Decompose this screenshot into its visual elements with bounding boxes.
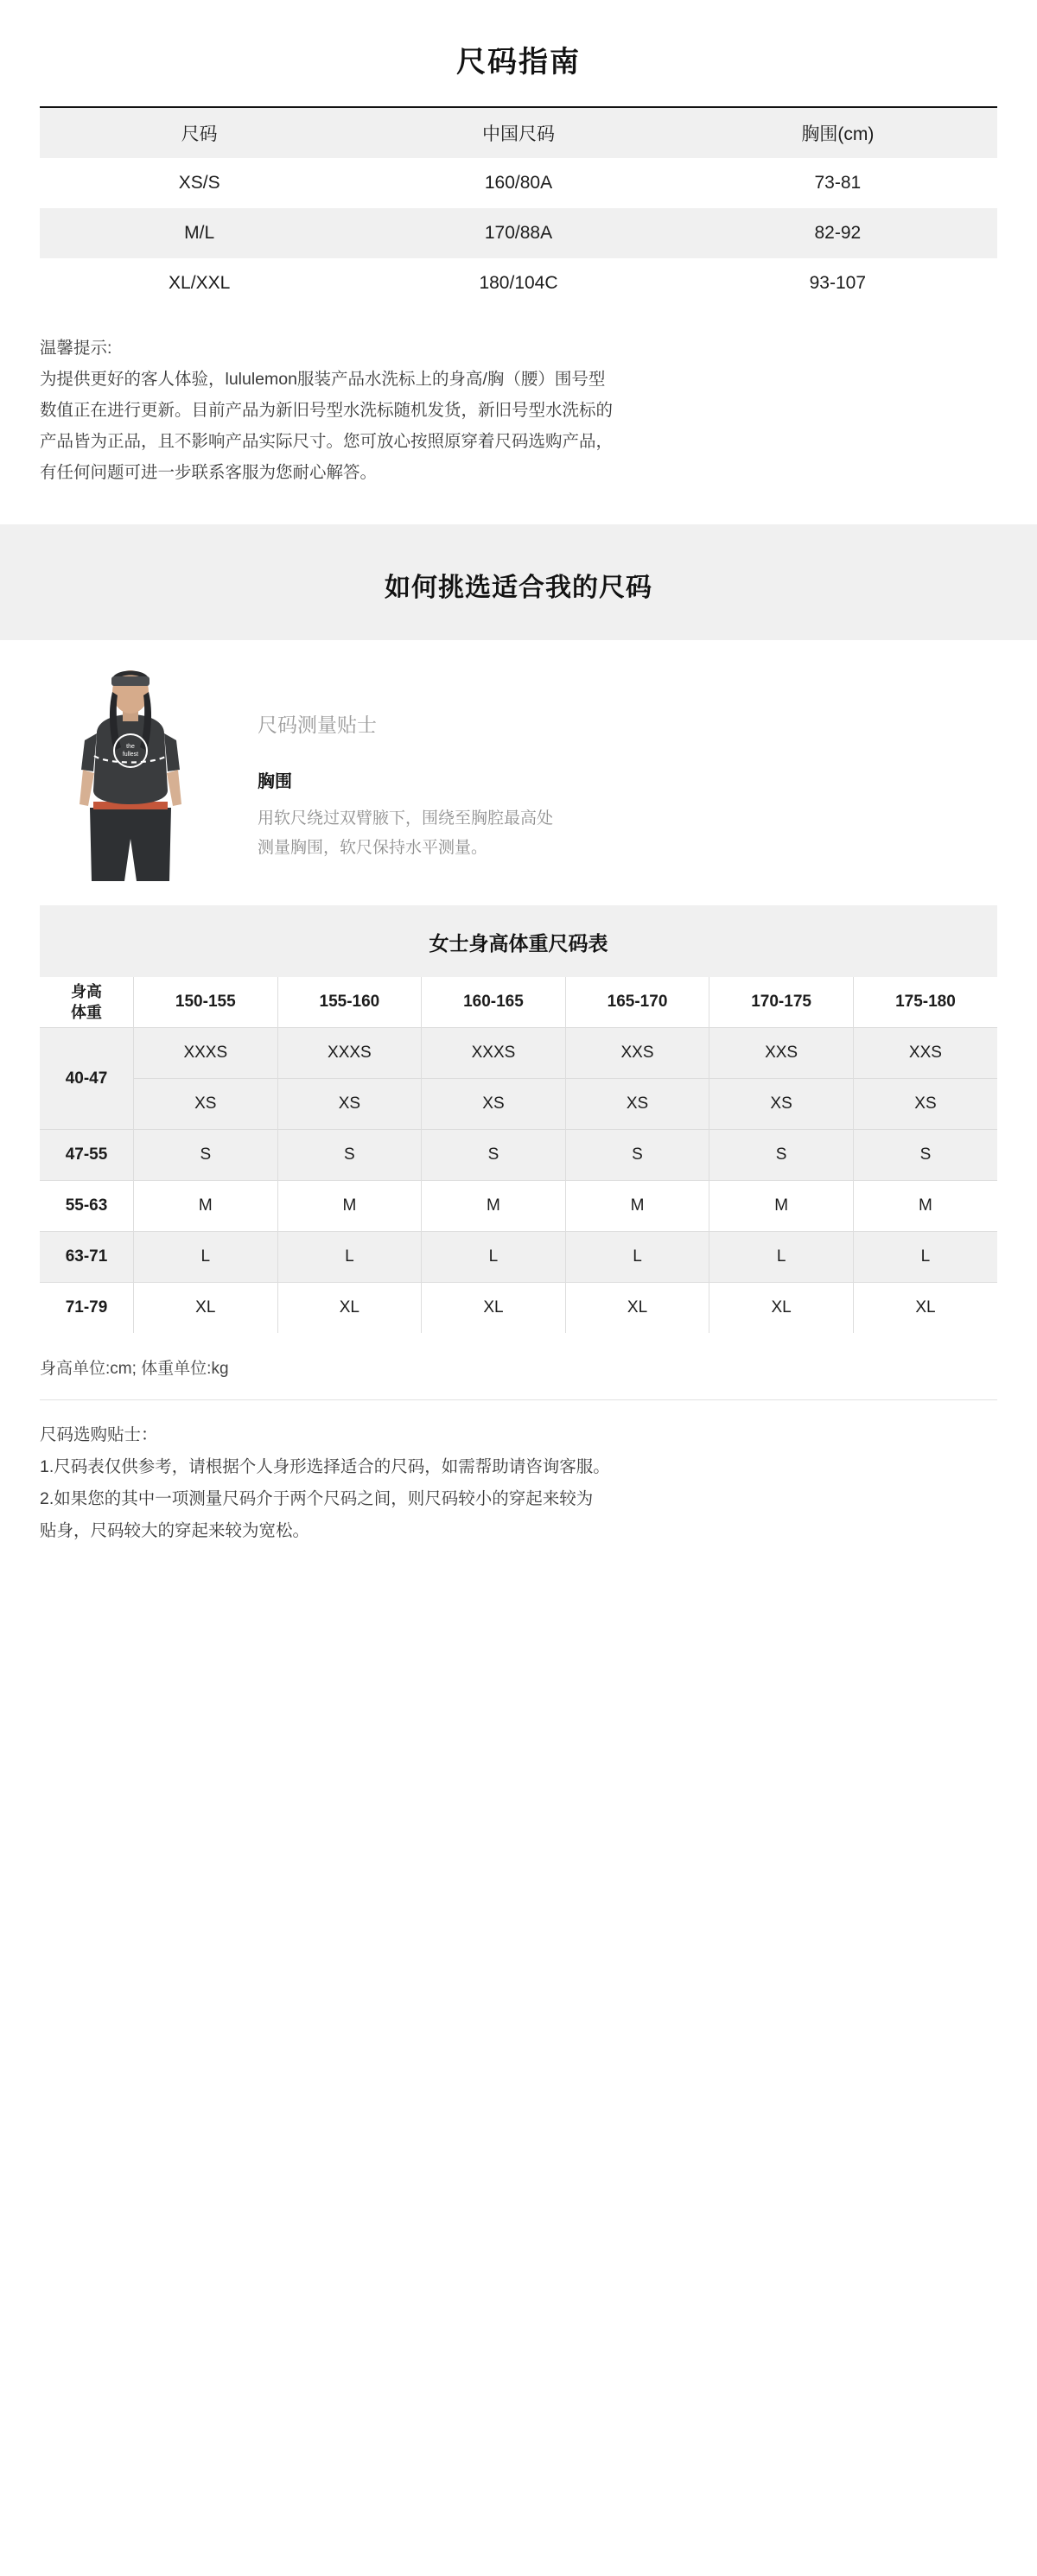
size-table-container [40,106,997,308]
size-cell: XXS [709,1028,854,1079]
size-cell: XXXS [134,1028,278,1079]
women-table-title: 女士身高体重尺码表 [40,905,997,977]
column-header: 165-170 [565,977,709,1028]
size-cell: M [277,1181,422,1232]
size-table [40,108,997,308]
size-cell: 180/104C [479,273,558,293]
size-cell: XL [709,1283,854,1334]
size-cell: L [565,1232,709,1283]
women-table-header-row [40,977,997,1028]
size-table-header-cell: 中国尺码 [359,108,678,158]
size-cell: XS [565,1079,709,1130]
size-cell: XXS [565,1028,709,1079]
size-cell: XXXS [422,1028,566,1079]
row-header: 40-47 [40,1028,134,1130]
row-header: 47-55 [40,1130,134,1181]
measure-tips-text [221,661,997,862]
table-corner-header [40,977,134,1028]
notice-line: 数值正在进行更新。目前产品为新旧号型水洗标随机发货，新旧号型水洗标的 [40,401,614,421]
table-row [40,1130,997,1181]
size-cell: L [853,1232,997,1283]
size-cell: M/L [40,208,359,258]
size-cell: 160/80A [484,173,553,193]
size-cell: XS [422,1079,566,1130]
size-cell: XL [277,1283,422,1334]
notice-title: 温馨提示: [40,339,112,358]
footer-line: 2.如果您的其中一项测量尺码介于两个尺码之间，则尺码较小的穿起来较为 [40,1489,594,1509]
size-cell: XS/S [178,173,220,193]
table-row [40,258,997,308]
footer-title: 尺码选购贴士： [40,1425,158,1445]
notice-block [40,333,997,488]
size-cell: S [853,1130,997,1181]
size-table-header-cell: 胸围(cm) [678,108,997,158]
table-row [40,1079,997,1130]
size-cell: 170/88A [359,208,678,258]
footer-divider [40,1399,997,1400]
size-table-header-cell: 尺码 [40,108,359,158]
size-cell: L [277,1232,422,1283]
model-photo [40,661,221,881]
column-header: 155-160 [277,977,422,1028]
size-cell: S [134,1130,278,1181]
measure-tips-row [0,661,1037,881]
row-header: 71-79 [40,1283,134,1334]
table-header-row [40,108,997,158]
size-cell: S [565,1130,709,1181]
size-cell: XL [853,1283,997,1334]
size-cell: XL [565,1283,709,1334]
svg-text:fullest: fullest [122,752,139,758]
size-cell: XL [134,1283,278,1334]
size-cell: S [277,1130,422,1181]
column-header: 175-180 [853,977,997,1028]
size-cell: XXXS [277,1028,422,1079]
page-title: 尺码指南 [456,46,581,79]
svg-text:the: the [126,744,135,751]
units-note: 身高单位:cm; 体重单位:kg [40,1360,229,1379]
size-cell: M [853,1181,997,1232]
size-cell: L [134,1232,278,1283]
size-cell: XS [709,1079,854,1130]
footer-line: 1.尺码表仅供参考，请根据个人身形选择适合的尺码，如需帮助请咨询客服。 [40,1457,610,1477]
column-header: 150-155 [134,977,278,1028]
model-illustration [40,661,221,881]
measure-desc-line: 用软尺绕过双臂腋下，围绕至胸腔最高处 [258,809,554,828]
size-cell: XS [853,1079,997,1130]
table-row [40,208,997,258]
size-cell: M [565,1181,709,1232]
row-header: 55-63 [40,1181,134,1232]
table-row [40,1283,997,1334]
measure-title: 胸围 [258,772,292,792]
notice-line: 产品皆为正品，且不影响产品实际尺寸。您可放心按照原穿着尺码选购产品， [40,432,614,452]
size-cell: S [422,1130,566,1181]
size-cell: 82-92 [678,208,997,258]
size-cell: M [134,1181,278,1232]
table-row [40,1028,997,1079]
table-row [40,1181,997,1232]
size-cell: 93-107 [809,273,867,293]
size-cell: L [422,1232,566,1283]
measure-desc-line: 测量胸围，软尺保持水平测量。 [258,838,488,857]
how-to-heading: 如何挑选适合我的尺码 [385,574,652,603]
column-header: 160-165 [422,977,566,1028]
size-cell: 73-81 [814,173,862,193]
notice-line: 有任何问题可进一步联系客服为您耐心解答。 [40,463,378,483]
size-cell: M [709,1181,854,1232]
size-cell: XL/XXL [169,273,231,293]
size-cell: XL [422,1283,566,1334]
size-cell: XXS [853,1028,997,1079]
size-cell: S [709,1130,854,1181]
row-header: 63-71 [40,1232,134,1283]
size-cell: M [422,1181,566,1232]
footer-note [40,1419,997,1582]
table-row [40,1232,997,1283]
how-to-banner [0,524,1037,640]
footer-line: 贴身，尺码较大的穿起来较为宽松。 [40,1521,310,1541]
corner-line-height: 身高 [71,983,102,1001]
size-cell: XS [277,1079,422,1130]
size-cell: XS [134,1079,278,1130]
corner-line-weight: 体重 [71,1004,102,1022]
table-row [40,158,997,208]
notice-line: 为提供更好的客人体验，lululemon服装产品水洗标上的身高/胸（腰）围号型 [40,370,606,390]
women-size-table [40,977,997,1333]
column-header: 170-175 [709,977,854,1028]
size-cell: L [709,1232,854,1283]
tips-heading: 尺码测量贴士 [258,714,377,737]
